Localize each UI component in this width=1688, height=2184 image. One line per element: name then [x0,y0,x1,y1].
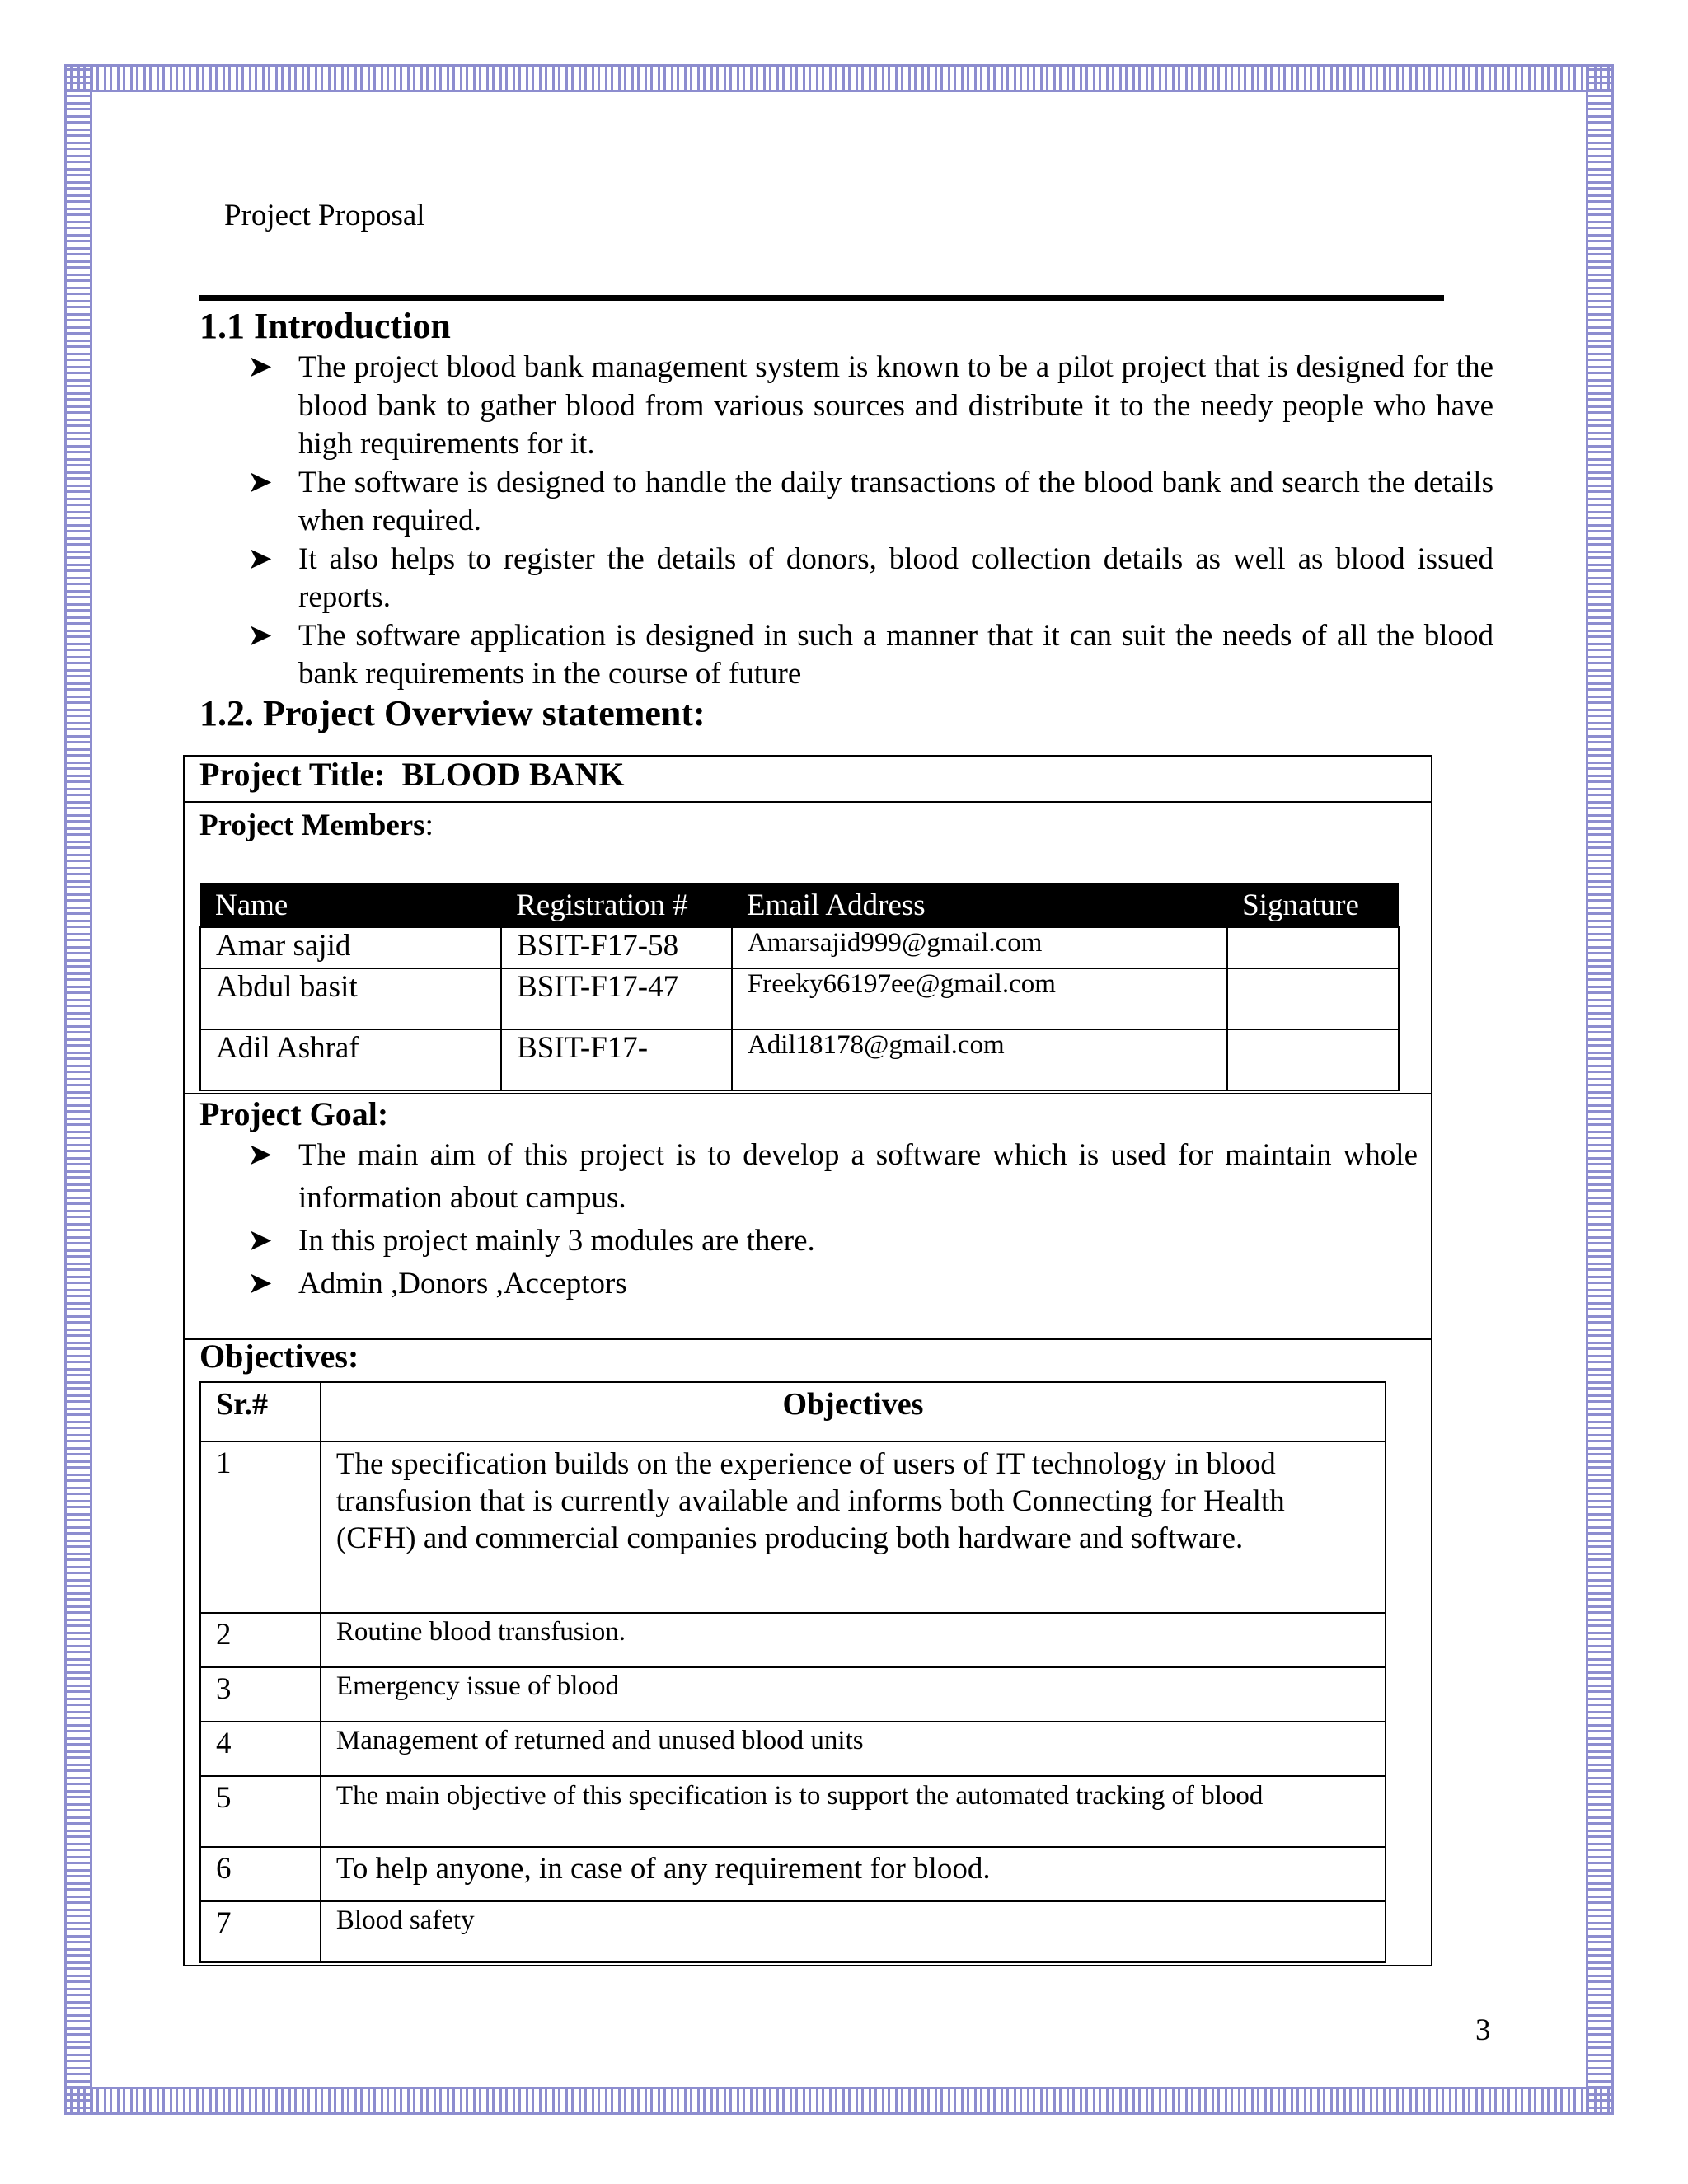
project-goal-heading: Project Goal: [199,1095,389,1132]
objective-text: Emergency issue of blood [321,1667,1386,1722]
intro-heading: 1.1 Introduction [199,306,451,346]
column-header: Objectives [321,1382,1386,1441]
objective-sr: 4 [200,1722,321,1776]
header-label: Project Proposal [224,199,425,232]
column-header: Sr.# [200,1382,321,1441]
member-name: Abdul basit [200,968,501,1029]
goal-bullet: ➤ Admin ,Donors ,Acceptors [247,1263,1418,1305]
objectives-heading: Objectives: [199,1338,359,1375]
objective-text: Management of returned and unused blood units [321,1722,1386,1776]
arrow-bullet-icon: ➤ [247,465,274,499]
page-border-left [64,64,92,2115]
arrow-bullet-icon: ➤ [247,350,274,384]
title-divider [183,801,1432,803]
member-name: Amar sajid [200,927,501,968]
overview-heading: 1.2. Project Overview statement: [199,693,706,733]
table-row [200,1901,1386,1962]
intro-bullet: ➤ The software application is designed in such a manner that it can suit the needs of all the blood bank requirements in the course of future [247,618,1493,691]
table-row [200,1441,1386,1613]
column-header: Signature [1227,883,1399,927]
project-title-value: BLOOD BANK [401,756,625,793]
member-reg: BSIT-F17-58 [501,927,732,968]
objective-text: Routine blood transfusion. [321,1613,1386,1667]
member-signature [1227,968,1399,1029]
table-row [200,1722,1386,1776]
members-table [199,883,1400,1091]
table-row [200,1613,1386,1667]
intro-bullet: ➤ The software is designed to handle the daily transactions of the blood bank and search the details when required. [247,465,1493,537]
member-email: Adil18178@gmail.com [732,1029,1227,1090]
page-border-right [1586,64,1614,2115]
objective-text: The specification builds on the experience of users of IT technology in blood transfusion that is currently available and informs both Connecting for Health (CFH) and commercial companies producing both hardware and software. [321,1441,1386,1613]
project-title [199,755,625,794]
arrow-bullet-icon: ➤ [247,1138,274,1172]
arrow-bullet-icon: ➤ [247,541,274,576]
project-members-label: Project Members: [199,808,434,842]
page-border-bottom [64,2087,1614,2115]
member-email: Amarsajid999@gmail.com [732,927,1227,968]
table-row [200,1776,1386,1847]
project-title-label: Project Title: [199,756,386,793]
table-row [200,927,1399,968]
member-email: Freeky66197ee@gmail.com [732,968,1227,1029]
page-border-top [64,64,1614,92]
table-row [200,1029,1399,1090]
page-number: 3 [1475,2013,1491,2047]
objective-sr: 7 [200,1901,321,1962]
objective-sr: 2 [200,1613,321,1667]
goal-bullet-list [247,1134,1418,1305]
table-row [200,1667,1386,1722]
intro-bullet: ➤ The project blood bank management system is known to be a pilot project that is designed for the blood bank to gather blood from various sources and distribute it to the needy people who have high requirements for it. [247,350,1493,461]
column-header: Name [200,883,501,927]
column-header: Registration # [501,883,732,927]
member-reg: BSIT-F17- [501,1029,732,1090]
objective-text: Blood safety [321,1901,1386,1962]
members-header-row [200,883,1399,927]
goal-bullet: ➤ In this project mainly 3 modules are there. [247,1220,1418,1263]
member-name: Adil Ashraf [200,1029,501,1090]
arrow-bullet-icon: ➤ [247,1224,274,1258]
column-header: Email Address [732,883,1227,927]
table-row [200,968,1399,1029]
objective-text: To help anyone, in case of any requirement for blood. [321,1847,1386,1901]
table-row [200,1847,1386,1901]
objectives-header-row [200,1382,1386,1441]
member-signature [1227,927,1399,968]
intro-bullet: ➤ It also helps to register the details of donors, blood collection details as well as blood issued reports. [247,541,1493,614]
intro-bullet-list [247,349,1493,694]
objective-text: The main objective of this specification is to support the automated tracking of blood [321,1776,1386,1847]
member-signature [1227,1029,1399,1090]
arrow-bullet-icon: ➤ [247,618,274,653]
arrow-bullet-icon: ➤ [247,1267,274,1301]
objectives-table [199,1381,1386,1963]
objectives-divider [183,1338,1432,1340]
header-rule [199,295,1444,301]
objective-sr: 5 [200,1776,321,1847]
objective-sr: 3 [200,1667,321,1722]
goal-bullet: ➤ The main aim of this project is to develop a software which is used for maintain whole information about campus. [247,1134,1418,1220]
objective-sr: 6 [200,1847,321,1901]
objective-sr: 1 [200,1441,321,1613]
member-reg: BSIT-F17-47 [501,968,732,1029]
